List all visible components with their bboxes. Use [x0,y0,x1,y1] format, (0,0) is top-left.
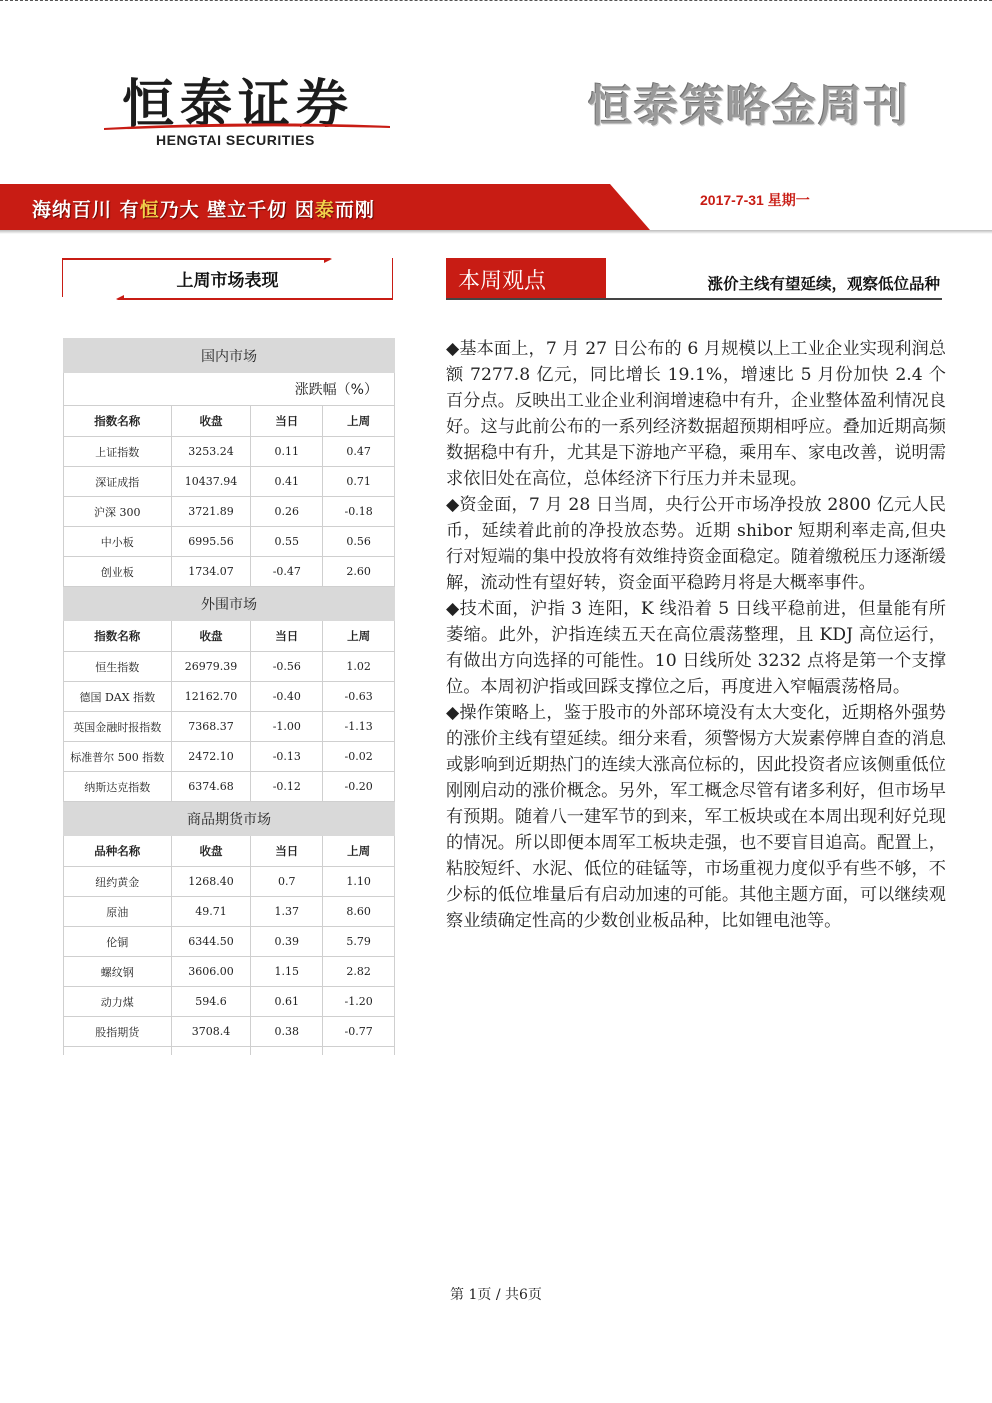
table-row [64,1017,395,1047]
weekly-change-cell: -0.18 [323,497,395,527]
section-title: 商品期货市场 [64,802,395,836]
column-header-row [64,836,395,867]
name-cell: 螺纹钢 [64,957,172,987]
table-row [64,557,395,587]
weekly-change-cell: -1.13 [323,712,395,742]
column-header-row [64,621,395,652]
table-row [64,742,395,772]
daily-change-cell: -0.40 [251,682,323,712]
viewpoint-label: 本周观点 [458,269,547,294]
name-cell: 中小板 [64,527,172,557]
daily-change-cell: -0.12 [251,772,323,802]
column-header: 上周 [323,406,395,437]
daily-change-cell: 0.39 [251,927,323,957]
table-row [64,467,395,497]
name-cell: 动力煤 [64,987,172,1017]
name-cell: 标准普尔 500 指数 [64,742,172,772]
name-cell: 纳斯达克指数 [64,772,172,802]
daily-change-cell: 0.7 [251,867,323,897]
table-row [64,772,395,802]
publication-masthead: 恒泰策略金周刊 [588,81,910,132]
article-headline: 涨价主线有望延续，观察低位品种 [707,274,940,293]
viewpoint-underline [446,298,942,300]
tail-cell [251,1047,323,1056]
column-header: 当日 [251,621,323,652]
weekly-change-cell: 2.60 [323,557,395,587]
name-cell: 伦铜 [64,927,172,957]
column-header: 收盘 [171,836,251,867]
article-paragraph: ◆基本面上，7 月 27 日公布的 6 月规模以上工业企业实现利润总额 7277.8 亿元，同比增长 19.1%，增速比 5 月份加快 2.4 个百分点。反映出工业企业利润增速稳中有升，企业整体盈利情况良好。这与此前公布的一系列经济数据超预期相呼应。叠加近期高频数据稳中有升，尤其是下游地产平稳，乘用车、家电改善，说明需求依旧处在高位，总体经济下行压力并未显现。 [446,339,946,489]
column-header-row [64,406,395,437]
close-cell: 1268.40 [171,867,251,897]
tail-cell [171,1047,251,1056]
section-title: 外围市场 [64,587,395,621]
daily-change-cell: -1.00 [251,712,323,742]
daily-change-cell: 0.61 [251,987,323,1017]
daily-change-cell: 0.41 [251,467,323,497]
company-logo-text: 恒泰证券 [122,75,355,135]
daily-change-cell: -0.47 [251,557,323,587]
close-cell: 12162.70 [171,682,251,712]
article-paragraph: ◆技术面，沪指 3 连阳，K 线沿着 5 日线平稳前进，但量能有所萎缩。此外，沪指连续五天在高位震荡整理，且 KDJ 高位运行，有做出方向选择的可能性。10 日线所处 3232 点将是第一个支撑位。本周初沪指或回踩支撑位之后，再度进入窄幅震荡格局。 [446,599,946,697]
daily-change-cell: 1.15 [251,957,323,987]
table-row [64,957,395,987]
column-header: 当日 [251,406,323,437]
table-row [64,987,395,1017]
weekly-change-cell: 8.60 [323,897,395,927]
table-row [64,652,395,682]
close-cell: 6995.56 [171,527,251,557]
close-cell: 3606.00 [171,957,251,987]
name-cell: 纽约黄金 [64,867,172,897]
name-cell: 恒生指数 [64,652,172,682]
name-cell: 股指期货 [64,1017,172,1047]
daily-change-cell: -0.56 [251,652,323,682]
weekly-change-cell: -0.77 [323,1017,395,1047]
column-header: 收盘 [171,406,251,437]
viewpoint-label-tip [555,258,605,298]
daily-change-cell: 0.38 [251,1017,323,1047]
banner-slope [610,184,692,230]
unit-label: 涨跌幅（%） [64,373,395,406]
column-header: 收盘 [171,621,251,652]
weekly-change-cell: 1.02 [323,652,395,682]
section-header-foreign [64,587,395,621]
close-cell: 10437.94 [171,467,251,497]
name-cell: 上证指数 [64,437,172,467]
section-title: 国内市场 [64,339,395,373]
table-row [64,927,395,957]
page-number: 第 1页 / 共6页 [450,1287,542,1303]
section-header-commodity [64,802,395,836]
close-cell: 7368.37 [171,712,251,742]
weekly-change-cell: -1.20 [323,987,395,1017]
company-logo-english: HENGTAI SECURITIES [156,132,315,148]
column-header: 品种名称 [64,836,172,867]
column-header: 上周 [323,836,395,867]
table-row [64,437,395,467]
weekly-change-cell: -0.20 [323,772,395,802]
logo-swoosh-icon [104,122,390,130]
tail-cell [64,1047,172,1056]
daily-change-cell: 1.37 [251,897,323,927]
daily-change-cell: 0.26 [251,497,323,527]
section-header-domestic [64,339,395,373]
close-cell: 2472.10 [171,742,251,772]
article-body [446,336,946,934]
table-row [64,682,395,712]
close-cell: 1734.07 [171,557,251,587]
daily-change-cell: 0.55 [251,527,323,557]
close-cell: 3721.89 [171,497,251,527]
column-header: 当日 [251,836,323,867]
table-row [64,867,395,897]
column-header: 上周 [323,621,395,652]
name-cell: 沪深 300 [64,497,172,527]
close-cell: 6344.50 [171,927,251,957]
banner-shadow [0,230,992,234]
name-cell: 深证成指 [64,467,172,497]
weekly-change-cell: 1.10 [323,867,395,897]
market-table [63,338,395,1055]
daily-change-cell: 0.11 [251,437,323,467]
tail-cell [323,1047,395,1056]
article-paragraph: ◆资金面，7 月 28 日当周，央行公开市场净投放 2800 亿元人民币，延续着此前的净投放态势。近期 shibor 短期利率走高,但央行对短端的集中投放将有效维持资金面稳定。随着缴税压力逐渐缓解，流动性有望好转，资金面平稳跨月将是大概率事件。 [446,495,946,593]
weekly-change-cell: 0.71 [323,467,395,497]
close-cell: 6374.68 [171,772,251,802]
table-row [64,897,395,927]
name-cell: 英国金融时报指数 [64,712,172,742]
issue-date: 2017-7-31 星期一 [700,192,810,208]
name-cell: 德国 DAX 指数 [64,682,172,712]
close-cell: 3253.24 [171,437,251,467]
close-cell: 26979.39 [171,652,251,682]
close-cell: 49.71 [171,897,251,927]
close-cell: 594.6 [171,987,251,1017]
table-row [64,497,395,527]
article-paragraph: ◆操作策略上，鉴于股市的外部环境没有太大变化，近期格外强势的涨价主线有望延续。细分来看，须警惕方大炭素停牌自查的消息或影响到近期热门的连续大涨高位标的，因此投资者应该侧重低位刚刚启动的涨价概念。另外，军工概念尽管有诸多利好，但市场早有预期。随着八一建军节的到来，军工板块或在本周出现利好兑现的情况。所以即便本周军工板块走强，也不要盲目追高。配置上，粘胶短纤、水泥、低位的硅锰等，市场重视力度似乎有些不够，不少标的低位堆量后有启动加速的可能。其他主题方面，可以继续观察业绩确定性高的少数创业板品种，比如锂电池等。 [446,703,946,931]
weekly-change-cell: 5.79 [323,927,395,957]
table-row [64,712,395,742]
top-dashed-rule [0,0,992,10]
weekly-change-cell: 0.47 [323,437,395,467]
name-cell: 原油 [64,897,172,927]
table-tail [64,1047,395,1056]
name-cell: 创业板 [64,557,172,587]
table-row [64,527,395,557]
unit-row [64,373,395,406]
section-title-market: 上周市场表现 [176,271,279,291]
weekly-change-cell: 2.82 [323,957,395,987]
column-header: 指数名称 [64,406,172,437]
column-header: 指数名称 [64,621,172,652]
daily-change-cell: -0.13 [251,742,323,772]
weekly-change-cell: -0.63 [323,682,395,712]
company-slogan: 海纳百川 有恒乃大 壁立千仞 因泰而刚 [32,199,375,221]
close-cell: 3708.4 [171,1017,251,1047]
weekly-change-cell: -0.02 [323,742,395,772]
weekly-change-cell: 0.56 [323,527,395,557]
